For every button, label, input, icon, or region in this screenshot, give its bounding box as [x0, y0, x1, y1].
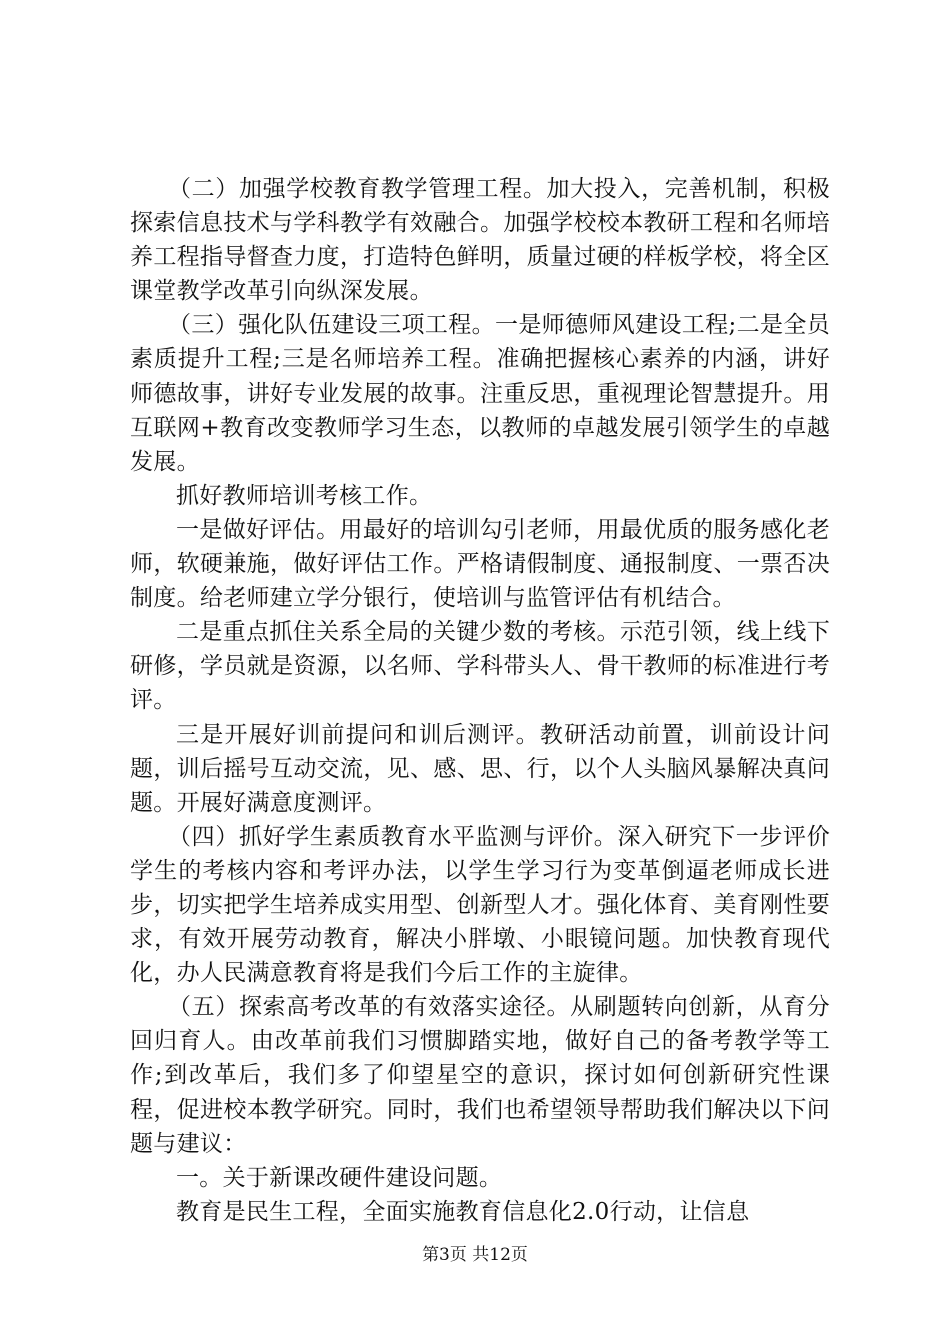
- paragraph-item-2: 二是重点抓住关系全局的关键少数的考核。示范引领，线上线下研修，学员就是资源，以名师、学科带头人、骨干教师的标准进行考评。: [130, 619, 830, 714]
- page-number-footer: 第3页 共12页: [422, 1245, 528, 1265]
- paragraph-item-1: 一是做好评估。用最好的培训勾引老师，用最优质的服务感化老师，软硬兼施，做好评估工作。严格请假制度、通报制度、一票否决制度。给老师建立学分银行，使培训与监管评估有机结合。: [130, 516, 830, 612]
- paragraph-section-3: （三）强化队伍建设三项工程。一是师德师风建设工程;二是全员素质提升工程;三是名师培养工程。准确把握核心素养的内涵，讲好师德故事，讲好专业发展的故事。注重反思，重视理论智慧提升。用互联网+教育改变教师学习生态，以教师的卓越发展引领学生的卓越发展。: [130, 312, 830, 475]
- paragraph-section-4: （四）抓好学生素质教育水平监测与评价。深入研究下一步评价学生的考核内容和考评办法，以学生学习行为变革倒逼老师成长进步，切实把学生培养成实用型、创新型人才。强化体育、美育刚性要求，有效开展劳动教育，解决小胖墩、小眼镜问题。加快教育现代化，办人民满意教育将是我们今后工作的主旋律。: [130, 823, 830, 987]
- paragraph-section-2: （二）加强学校教育教学管理工程。加大投入，完善机制，积极探索信息技术与学科教学有效融合。加强学校校本教研工程和名师培养工程指导督查力度，打造特色鲜明，质量过硬的样板学校，将全区课堂教学改革引向纵深发展。: [130, 176, 830, 305]
- paragraph-item-3: 三是开展好训前提问和训后测评。教研活动前置，训前设计问题，训后摇号互动交流，见、感、思、行，以个人头脑风暴解决真问题。开展好满意度测评。: [130, 721, 830, 816]
- paragraph-section-5: （五）探索高考改革的有效落实途径。从刷题转向创新，从育分回归育人。由改革前我们习惯脚踏实地，做好自己的备考教学等工作;到改革后，我们多了仰望星空的意识，探讨如何创新研究性课程，促进校本教学研究。同时，我们也希望领导帮助我们解决以下问题与建议：: [130, 994, 830, 1157]
- document-body: [130, 172, 830, 1229]
- paragraph-issue-1-body: 教育是民生工程，全面实施教育信息化2.0行动，让信息: [176, 1198, 750, 1225]
- paragraph-training-heading: 抓好教师培训考核工作。: [176, 482, 433, 509]
- paragraph-issue-1: 一。关于新课改硬件建设问题。: [176, 1164, 503, 1191]
